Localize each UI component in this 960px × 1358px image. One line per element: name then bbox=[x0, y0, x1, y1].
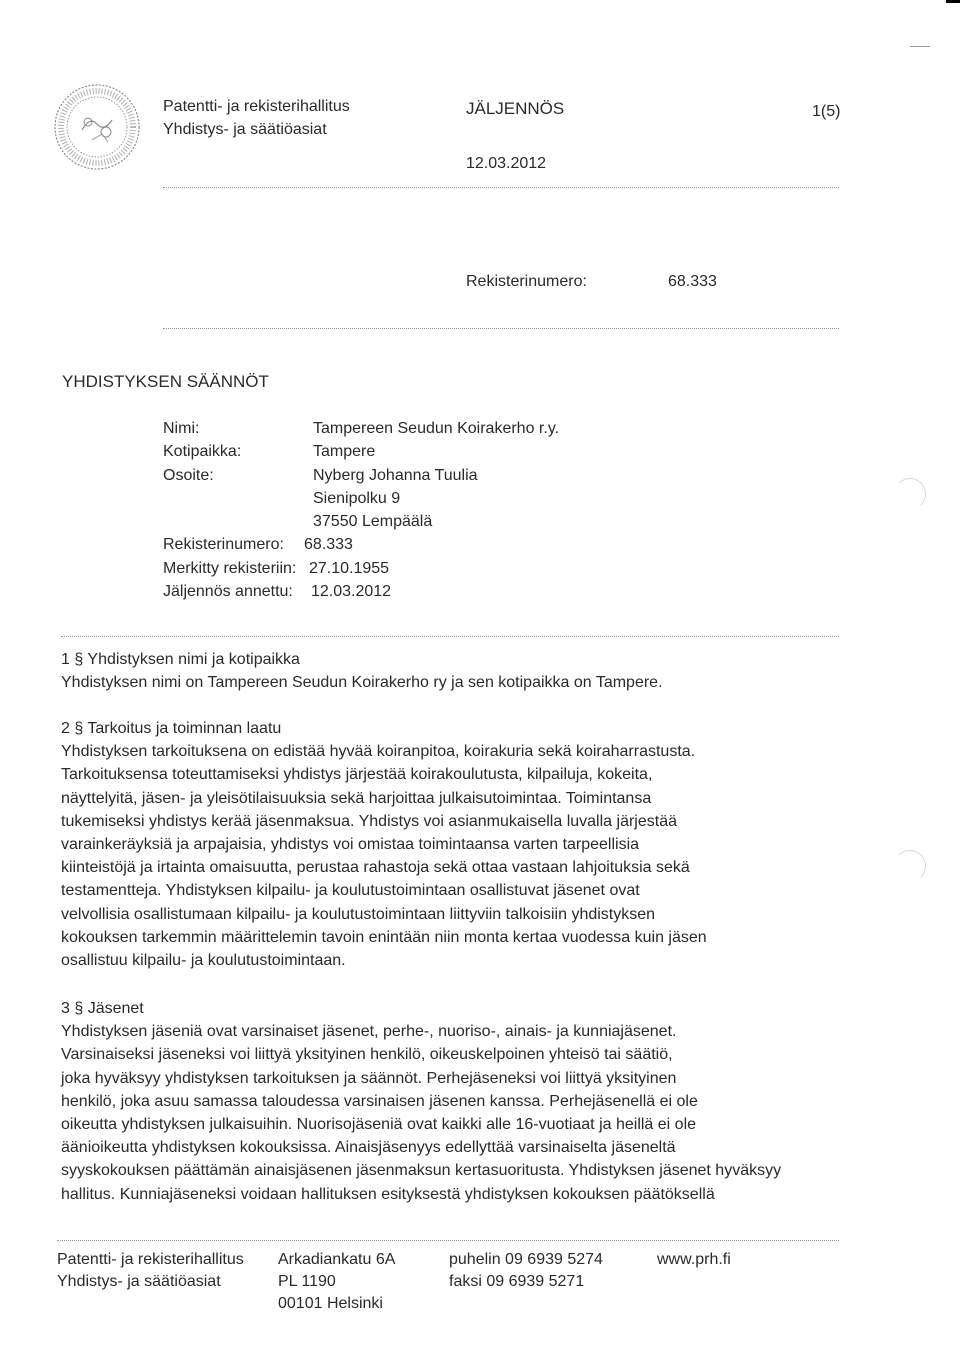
page-number: 1(5) bbox=[812, 103, 841, 120]
section-line: osallistuu kilpailu- ja koulutustoimintaan. bbox=[61, 952, 346, 970]
footer-address bbox=[278, 1249, 395, 1315]
section-line: tukemiseksi yhdistys kerää jäsenmaksua. Yhdistys voi asianmukaisella luvalla järjestää bbox=[61, 812, 677, 830]
info-value: Nyberg Johanna Tuulia bbox=[313, 466, 478, 484]
info-label: Jäljennös annettu: bbox=[163, 583, 293, 601]
section-3 bbox=[61, 997, 851, 1206]
section-heading: 2 § Tarkoitus ja toiminnan laatu bbox=[61, 720, 282, 737]
punch-hole-mark bbox=[894, 478, 926, 510]
section-line: äänioikeutta yhdistyksen kokouksissa. Ainaisjäsenyys edellyttää varsinaiselta jäseneltä bbox=[61, 1139, 676, 1157]
info-value: Tampere bbox=[313, 443, 376, 461]
info-value: 27.10.1955 bbox=[309, 559, 390, 577]
info-row bbox=[163, 487, 663, 510]
info-label: Nimi: bbox=[163, 420, 200, 437]
info-value: 37550 Lempäälä bbox=[313, 513, 433, 531]
info-value: Sienipolku 9 bbox=[313, 489, 401, 507]
footer-org-line2: Yhdistys- ja säätiöasiat bbox=[57, 1273, 221, 1290]
section-heading: 3 § Jäsenet bbox=[61, 1000, 144, 1017]
header-org-line1: Patentti- ja rekisterihallitus bbox=[163, 98, 350, 115]
info-row bbox=[163, 440, 663, 463]
footer-web bbox=[657, 1249, 731, 1271]
footer-postal: 00101 Helsinki bbox=[278, 1295, 383, 1312]
info-label: Rekisterinumero: bbox=[163, 536, 284, 554]
header-org-line2: Yhdistys- ja säätiöasiat bbox=[163, 121, 327, 138]
section-line: Yhdistyksen tarkoituksena on edistää hyvää koiranpitoa, koirakuria sekä koiraharrastusta. bbox=[61, 743, 696, 761]
footer-street: Arkadiankatu 6A bbox=[278, 1251, 396, 1268]
footer-fax: faksi 09 6939 5271 bbox=[449, 1273, 585, 1290]
page-title: YHDISTYKSEN SÄÄNNÖT bbox=[62, 372, 269, 391]
section-line: velvollisia osallistumaan kilpailu- ja koulutustoimintaan liittyviin talkoisiin yhdistyksen bbox=[61, 905, 656, 923]
info-value: 12.03.2012 bbox=[311, 583, 392, 601]
section-line: oikeutta yhdistyksen julkaisuihin. Nuorisojäseniä ovat kaikki alle 16-vuotiaat ja heillä ei ole bbox=[61, 1116, 697, 1134]
info-label: Kotipaikka: bbox=[163, 443, 242, 461]
registry-label: Rekisterinumero: bbox=[466, 273, 587, 290]
document-date: 12.03.2012 bbox=[466, 155, 547, 172]
header-organization bbox=[163, 95, 350, 141]
footer-org-line1: Patentti- ja rekisterihallitus bbox=[57, 1251, 244, 1268]
section-line: Yhdistyksen nimi on Tampereen Seudun Koirakerho ry ja sen kotipaikka on Tampere. bbox=[61, 674, 663, 692]
info-row bbox=[163, 557, 663, 580]
registry-value: 68.333 bbox=[668, 273, 717, 290]
footer-phone: puhelin 09 6939 5274 bbox=[449, 1251, 603, 1268]
info-value: Tampereen Seudun Koirakerho r.y. bbox=[313, 420, 560, 437]
document-type: JÄLJENNÖS bbox=[466, 99, 565, 118]
section-line: testamentteja. Yhdistyksen kilpailu- ja koulutustoimintaan osallistuvat jäsenet ovat bbox=[61, 882, 640, 900]
section-line: syyskokouksen päättämän ainaisjäsenen jäsenmaksun kertasuoritusta. Yhdistyksen jäsenet hyväksyy bbox=[61, 1162, 782, 1180]
info-row bbox=[163, 533, 663, 556]
divider bbox=[163, 328, 839, 329]
section-line: hallitus. Kunniajäseneksi voidaan hallituksen esityksestä yhdistyksen kokouksen päätöksellä bbox=[61, 1185, 715, 1203]
footer-website-link[interactable]: www.prh.fi bbox=[657, 1251, 731, 1268]
section-line: Varsinaiseksi jäseneksi voi liittyä yksityinen henkilö, oikeuskelpoinen yhteisö tai säätiö, bbox=[61, 1046, 673, 1064]
footer-pobox: PL 1190 bbox=[278, 1273, 336, 1290]
info-row bbox=[163, 417, 663, 440]
info-row bbox=[163, 510, 663, 533]
section-line: kiinteistöjä ja irtainta omaisuutta, perustaa rahastoja sekä ottaa vastaan lahjoituksia sekä bbox=[61, 859, 690, 877]
divider bbox=[61, 636, 839, 637]
section-heading: 1 § Yhdistyksen nimi ja kotipaikka bbox=[61, 651, 300, 668]
info-row bbox=[163, 580, 663, 603]
section-line: kokouksen tarkemmin määrittelemin tavoin enintään niin monta kertaa vuodessa kuin jäsen bbox=[61, 928, 707, 946]
divider bbox=[163, 187, 839, 188]
info-row bbox=[163, 464, 663, 487]
section-line: varainkeräyksiä ja arpajaisia, yhdistys voi omistaa toimintaansa varten tarpeellisia bbox=[61, 836, 640, 854]
section-line: joka hyväksyy yhdistyksen tarkoituksen ja säännöt. Perhejäseneksi voi liittyä yksityinen bbox=[61, 1069, 677, 1087]
info-label: Osoite: bbox=[163, 466, 214, 484]
section-line: Tarkoituksensa toteuttamiseksi yhdistys järjestää koirakoulutusta, kilpailuja, kokeita, bbox=[61, 766, 653, 784]
footer-contact bbox=[449, 1249, 603, 1293]
section-2 bbox=[61, 717, 851, 972]
scan-mark-line bbox=[910, 46, 930, 47]
section-line: Yhdistyksen jäseniä ovat varsinaiset jäsenet, perhe-, nuoriso-, ainais- ja kunniajäsenet. bbox=[61, 1023, 677, 1041]
section-line: henkilö, joka asuu samassa taloudessa varsinaisen jäsenen kanssa. Perhejäsenellä ei ole bbox=[61, 1092, 698, 1110]
info-value: 68.333 bbox=[304, 536, 353, 554]
association-info bbox=[163, 417, 663, 603]
footer-organization bbox=[57, 1249, 244, 1293]
scan-mark bbox=[946, 0, 960, 3]
prh-seal-icon bbox=[52, 82, 142, 172]
section-line: näyttelyitä, jäsen- ja yleisötilaisuuksia sekä harjoittaa julkaisutoimintaa. Toimintansa bbox=[61, 789, 652, 807]
divider bbox=[57, 1240, 839, 1241]
punch-hole-mark bbox=[894, 850, 926, 882]
info-label: Merkitty rekisteriin: bbox=[163, 559, 297, 577]
section-1 bbox=[61, 648, 851, 694]
